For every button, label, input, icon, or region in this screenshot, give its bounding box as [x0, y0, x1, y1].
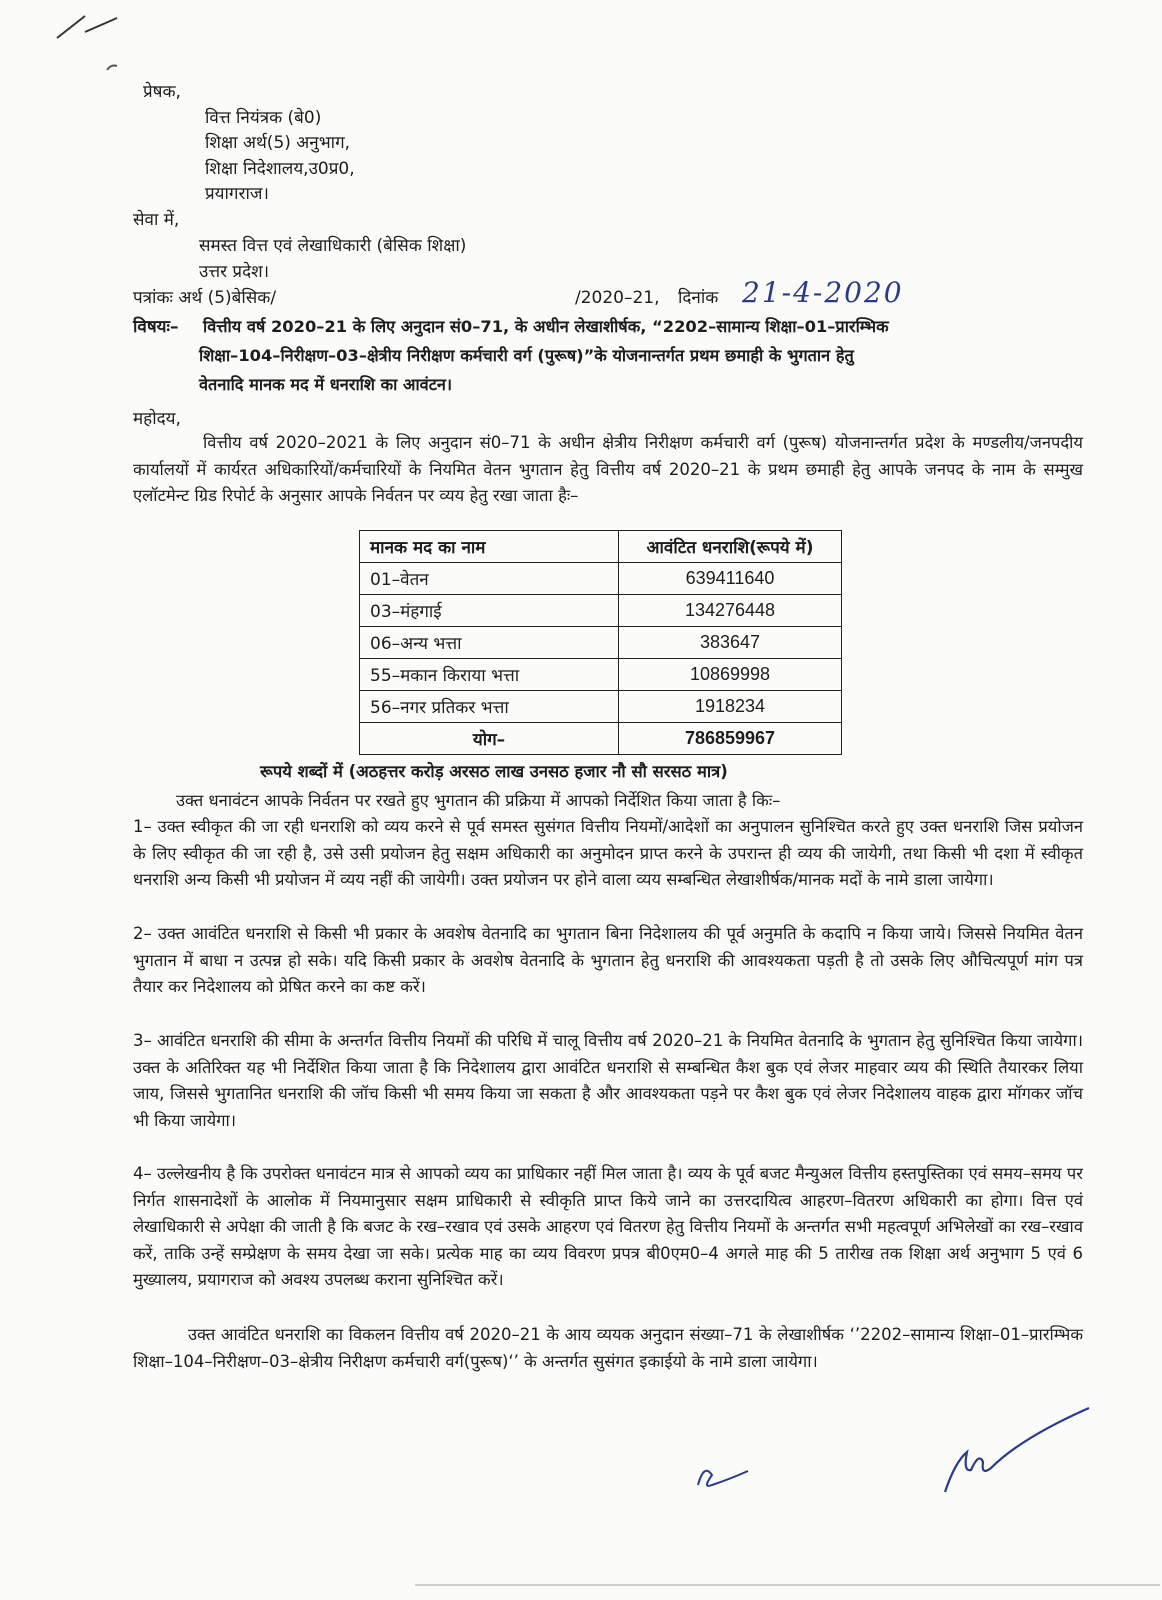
- to-label: सेवा में,: [133, 210, 180, 230]
- subject-line: वेतनादि मानक मद में धनराशि का आवंटन।: [199, 375, 453, 394]
- from-line: शिक्षा निदेशालय,उ0प्र0,: [205, 159, 355, 179]
- direction-point-2: 2– उक्त आवंटित धनराशि से किसी भी प्रकार के अवशेष वेतनादि का भुगतान बिना निदेशालय की पूर्व अनुमति के कदापि न किया जाये। जिससे नियमित वेतन भुगतान में बाधा न उत्पन्न हो सके। यदि किसी प्रकार के अवशेष वेतनादि के भुगतान हेतु धनराशि की आवश्यकता पड़ती है तो उसके लिए औचित्यपूर्ण मांग पत्र तैयार कर निदेशालय को प्रेषित करने का कष्ट करें।: [133, 924, 1083, 996]
- direction-point-3: 3– आवंटित धनराशि की सीमा के अन्तर्गत वित्तीय नियमों की परिधि में चालू वित्तीय वर्ष 2020–21 के नियमित वेतनादि के भुगतान हेतु सुनिश्चित किया जायेगा। उक्त के अतिरिक्त यह भी निर्देशित किया जाता है कि निदेशालय द्वारा आवंटित धनराशि से सम्बन्धित कैश बुक एवं लेजर माहवार व्यय की स्थिति तैयारकर लिया जाय, जिससे भुगतानित धनराशि की जॉच किसी भी समय किया जा सकता है और आवश्यकता पड़ने पर कैश बुक एवं लेजर निदेशालय वाहक द्वारा मॉगकर जॉच भी किया जायेगा।: [133, 1031, 1083, 1130]
- head-name: 55–मकान किराया भत्ता: [360, 659, 619, 691]
- table-total-row: [360, 723, 842, 755]
- head-name: 06–अन्य भत्ता: [360, 627, 619, 659]
- table-row: [360, 595, 842, 627]
- signature-mark: [935, 1400, 1095, 1500]
- table-row: [360, 627, 842, 659]
- amount-cell: 639411640: [619, 563, 842, 595]
- from-line: वित्त नियंत्रक (बे0): [205, 108, 322, 128]
- total-amount: 786859967: [619, 723, 842, 755]
- closing-paragraph: उक्त आवंटित धनराशि का विकलन वित्तीय वर्ष 2020–21 के आय व्ययक अनुदान संख्या–71 के लेखाशीर्षक ‘’2202–सामान्य शिक्षा–01–प्रारम्भिक शिक्षा–104–निरीक्षण–03–क्षेत्रीय निरीक्षण कर्मचारी वर्ग(पुरूष)‘’ के अन्तर्गत सुसंगत इकाईयो के नामे डाला जायेगा।: [133, 1325, 1083, 1371]
- subject-line: शिक्षा–104–निरीक्षण–03–क्षेत्रीय निरीक्षण कर्मचारी वर्ग (पुरूष)”के योजनान्तर्गत प्रथम छमाही के भुगतान हेतु: [199, 346, 854, 365]
- amount-in-words: रूपये शब्दों में (अठहत्तर करोड़ अरसठ लाख उनसठ हजार नौ सौ सरसठ मात्र): [260, 762, 728, 781]
- from-label: प्रेषक,: [143, 82, 181, 102]
- head-name: 01–वेतन: [360, 563, 619, 595]
- to-line: उत्तर प्रदेश।: [199, 262, 270, 282]
- date-label: दिनांक: [678, 288, 719, 308]
- reference-number: पत्रांकः अर्थ (5)बेसिक/: [133, 288, 277, 308]
- corner-pen-mark: [55, 8, 125, 78]
- amount-cell: 10869998: [619, 659, 842, 691]
- amount-cell: 383647: [619, 627, 842, 659]
- handwritten-date: 21-4-2020: [742, 276, 904, 309]
- from-line: शिक्षा अर्थ(5) अनुभाग,: [205, 133, 351, 153]
- column-header: मानक मद का नाम: [360, 531, 619, 563]
- table-row: [360, 659, 842, 691]
- direction-point-1: 1– उक्त स्वीकृत की जा रही धनराशि को व्यय करने से पूर्व समस्त सुसंगत वित्तीय नियमों/आदेशों का अनुपालन सुनिश्चित करते हुए उक्त धनराशि जिस प्रयोजन के लिए स्वीकृत की जा रही है, उसे उसी प्रयोजन हेतु सक्षम अधिकारी का अनुमोदन प्राप्त करने के उपरान्त ही व्यय की जायेगी, तथा किसी भी दशा में स्वीकृत धनराशि अन्य किसी भी प्रयोजन में व्यय नहीं की जायेगी। उक्त प्रयोजन पर होने वाला व्यय सम्बन्धित लेखाशीर्षक/मानक मदों के नामे डाला जायेगा।: [133, 817, 1083, 889]
- head-name: 03–मंहगाई: [360, 595, 619, 627]
- subject-label: विषयः–: [133, 317, 179, 337]
- direction-point-4: 4– उल्लेखनीय है कि उपरोक्त धनावंटन मात्र से आपको व्यय का प्राधिकार नहीं मिल जाता है। व्यय के पूर्व बजट मैन्युअल वित्तीय हस्तपुस्तिका एवं समय–समय पर निर्गत शासनादेशों के आलोक में नियमानुसार सक्षम प्राधिकारी से स्वीकृति प्राप्त किये जाने का उत्तरदायित्व आहरण–वितरण अधिकारी का होगा। वित्त एवं लेखाधिकारी से अपेक्षा की जाती है कि बजट के रख–रखाव एवं उसके आहरण एवं वितरण हेतु वित्तीय नियमों के अन्तर्गत सभी महत्वपूर्ण अभिलेखों का रख–रखाव करें, ताकि उन्हें सम्प्रेक्षण के समय देखा जा सके। प्रत्येक माह का व्यय विवरण प्रपत्र बी0एम0–4 अगले माह की 5 तारीख तक शिक्षा अर्थ अनुभाग 5 एवं 6 मुख्यालय, प्रयागराज को अवश्य उपलब्ध कराना सुनिश्चित करें।: [133, 1164, 1083, 1289]
- table-row: [360, 563, 842, 595]
- allocation-table: [359, 530, 842, 755]
- reference-year: /2020–21,: [575, 288, 660, 308]
- initials-mark: [690, 1455, 760, 1495]
- column-header: आवंटित धनराशि(रूपये में): [619, 531, 842, 563]
- salutation: महोदय,: [133, 409, 181, 429]
- to-line: समस्त वित्त एवं लेखाधिकारी (बेसिक शिक्षा): [199, 236, 467, 256]
- scan-edge-line: [415, 1584, 1160, 1586]
- from-line: प्रयागराज।: [205, 184, 269, 204]
- intro-paragraph: वित्तीय वर्ष 2020–2021 के लिए अनुदान सं0–71 के अधीन क्षेत्रीय निरीक्षण कर्मचारी वर्ग (पुरूष) योजनान्तर्गत प्रदेश के मण्डलीय/जनपदीय कार्यालयों में कार्यरत अधिकारियों/कर्मचारियों के नियमित वेतन भुगतान हेतु वित्तीय वर्ष 2020–21 के प्रथम छमाही हेतु आपके जनपद के नाम के सम्मुख एलॉटमेन्ट ग्रिड रिपोर्ट के अनुसार आपके निर्वतन पर व्यय हेतु रखा जाता हैः–: [133, 433, 1083, 505]
- table-header-row: [360, 531, 842, 563]
- table-row: [360, 691, 842, 723]
- subject-line: वित्तीय वर्ष 2020–21 के लिए अनुदान सं0–71, के अधीन लेखाशीर्षक, “2202–सामान्य शिक्षा–01–प्रारम्भिक: [203, 317, 889, 336]
- directions-intro: उक्त धनावंटन आपके निर्वतन पर रखते हुए भुगतान की प्रक्रिया में आपको निर्देशित किया जाता है किः–: [176, 791, 781, 810]
- amount-cell: 134276448: [619, 595, 842, 627]
- amount-cell: 1918234: [619, 691, 842, 723]
- total-label: योग–: [360, 723, 619, 755]
- head-name: 56–नगर प्रतिकर भत्ता: [360, 691, 619, 723]
